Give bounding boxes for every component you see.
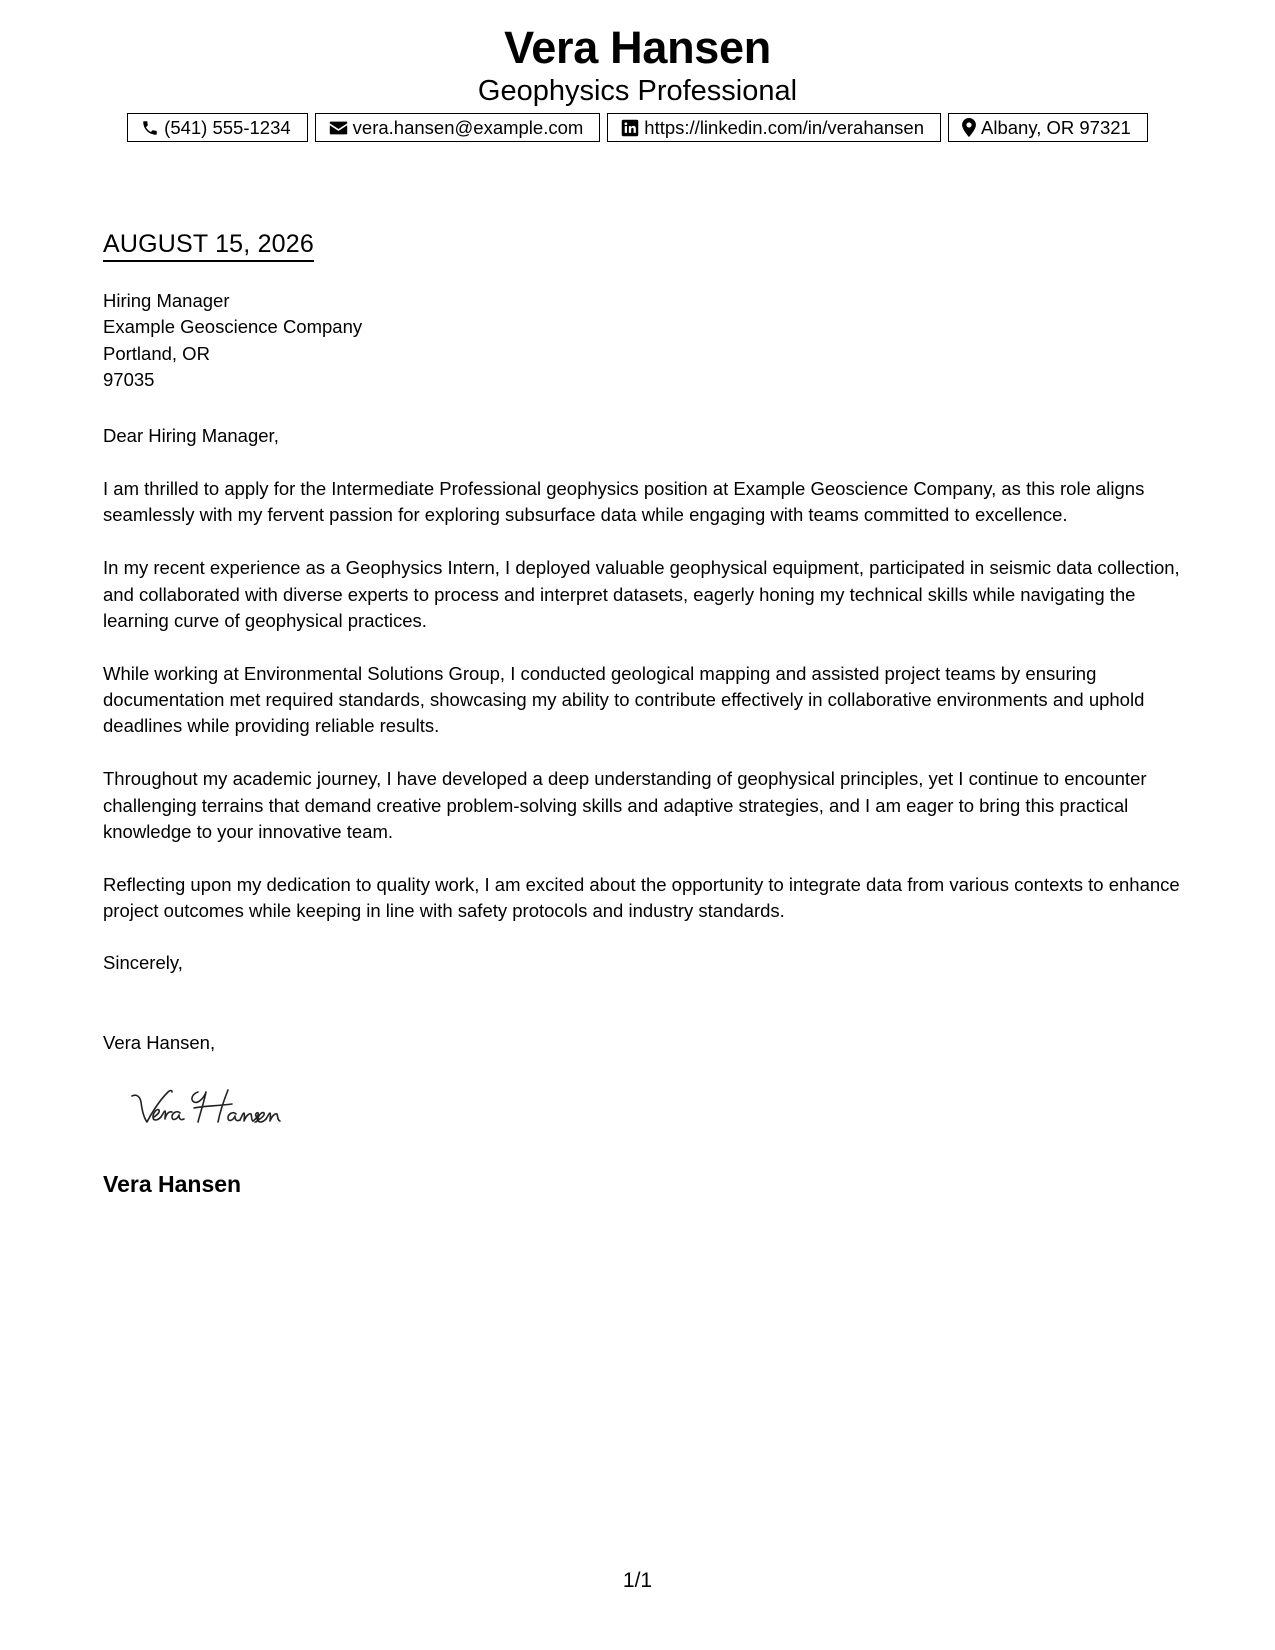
envelope-icon	[329, 120, 348, 136]
closing: Sincerely,	[103, 952, 183, 973]
linkedin-icon	[621, 119, 639, 137]
body-paragraph: While working at Environmental Solutions Group, I conducted geological mapping and assisted project teams by ensuring documentation met required standards, showcasing my ability to contribute effectively in collaborative environments and uphold deadlines while providing reliable results.	[103, 662, 1145, 737]
contact-email	[315, 113, 601, 142]
contact-location	[948, 113, 1148, 142]
contact-bar	[0, 113, 1275, 142]
recipient-line: Hiring Manager	[103, 290, 230, 311]
phone-icon	[141, 119, 159, 137]
applicant-title: Geophysics Professional	[477, 75, 798, 107]
email-text: vera.hansen@example.com	[352, 116, 584, 138]
body-paragraph: Throughout my academic journey, I have developed a deep understanding of geophysical principles, yet I continue to encounter challenging terrains that demand creative problem-solving skills and adaptive strategies, and I am eager to bring this practical knowledge to your innovative team.	[103, 768, 1147, 842]
printed-name: Vera Hansen	[103, 1171, 242, 1197]
letter-date: AUGUST 15, 2026	[103, 228, 314, 262]
body-paragraph: In my recent experience as a Geophysics Intern, I deployed valuable geophysical equipment, participated in seismic data collection, and collaborated with diverse experts to process and interpret datasets, eagerly honing my technical skills while navigating the learning curve of geophysical practices.	[103, 557, 1180, 631]
recipient-block	[103, 288, 362, 393]
contact-linkedin	[607, 113, 941, 142]
location-text: Albany, OR 97321	[981, 116, 1131, 138]
contact-phone	[127, 113, 308, 142]
body-paragraph: I am thrilled to apply for the Intermediate Professional geophysics position at Example Geoscience Company, as this role aligns seamlessly with my fervent passion for exploring subsurface data while engaging with teams committed to excellence.	[103, 478, 1145, 526]
body-paragraph: Reflecting upon my dedication to quality work, I am excited about the opportunity to integrate data from various contexts to enhance project outcomes while keeping in line with safety protocols and industry standards.	[103, 873, 1180, 922]
phone-text: (541) 555-1234	[164, 116, 291, 138]
linkedin-text: https://linkedin.com/in/verahansen	[644, 116, 925, 138]
signoff-name: Vera Hansen,	[103, 1032, 216, 1053]
applicant-name: Vera Hansen	[504, 22, 771, 73]
letter-header	[0, 22, 1275, 108]
recipient-line: 97035	[103, 368, 155, 390]
salutation: Dear Hiring Manager,	[103, 425, 279, 446]
map-marker-icon	[962, 118, 976, 137]
recipient-line: Example Geoscience Company	[103, 316, 363, 338]
page-number: 1/1	[622, 1569, 653, 1592]
handwritten-signature	[128, 1084, 338, 1134]
recipient-line: Portland, OR	[103, 342, 210, 364]
letter-body	[103, 476, 1183, 951]
